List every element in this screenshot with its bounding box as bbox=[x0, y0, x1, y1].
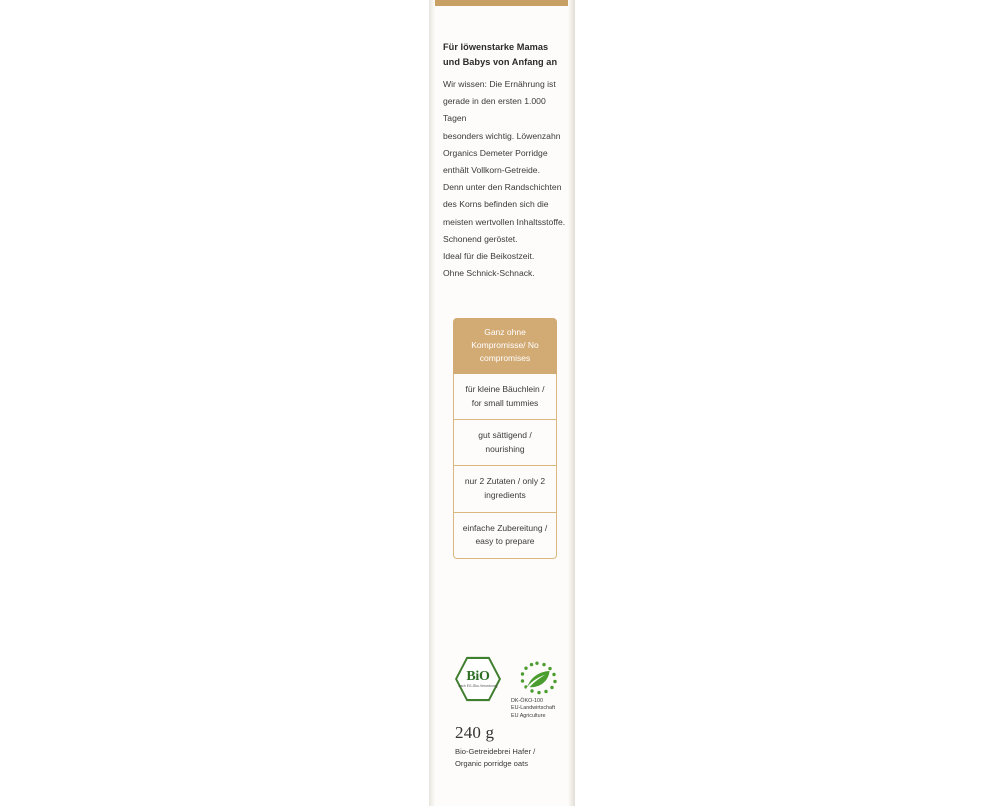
eu-organic-text bbox=[511, 698, 581, 720]
eu-organic-line3: EU Agriculture bbox=[511, 712, 546, 719]
body-line: Schonend geröstet. bbox=[443, 233, 518, 244]
body-line: Wir wissen: Die Ernährung ist bbox=[443, 79, 556, 89]
eu-organic-code: DK-ÖKO-100 bbox=[511, 698, 544, 704]
eu-organic-line2: EU-Landwirtschaft bbox=[511, 705, 556, 712]
certification-logos bbox=[455, 656, 575, 726]
claims-list bbox=[453, 318, 557, 559]
claims-header: Ganz ohne Kompromisse/ No compromises bbox=[453, 318, 557, 374]
product-descriptor bbox=[455, 746, 573, 769]
bio-seal-icon bbox=[455, 656, 501, 702]
body-line: Ideal für die Beikostzeit. bbox=[443, 251, 535, 262]
descriptor-en: Organic porridge oats bbox=[455, 758, 529, 768]
bio-seal-sublabel: nach EG-Öko-Verordnung bbox=[458, 684, 498, 688]
body-line: gerade in den ersten 1.000 Tagen bbox=[443, 96, 546, 124]
body-line: des Korns befinden sich die bbox=[443, 199, 549, 210]
claim-item: für kleine Bäuchlein / for small tummies bbox=[453, 374, 557, 420]
eu-organic-leaf-icon bbox=[511, 660, 565, 696]
package-left-edge bbox=[429, 0, 435, 806]
claim-item: gut sättigend / nourishing bbox=[453, 420, 557, 466]
package-side-panel bbox=[443, 0, 566, 806]
net-weight: 240 g bbox=[455, 723, 495, 742]
body-line: besonders wichtig. Löwenzahn bbox=[443, 130, 561, 141]
headline-text: Für löwenstarke Mamas und Babys von Anfang an bbox=[443, 42, 558, 67]
claim-item: einfache Zubereitung / easy to prepare bbox=[453, 513, 557, 559]
bio-seal-label: BiO bbox=[466, 669, 490, 684]
body-line: enthält Vollkorn-Getreide. bbox=[443, 165, 540, 176]
body-line: Ohne Schnick-Schnack. bbox=[443, 268, 535, 279]
body-line: Organics Demeter Porridge bbox=[443, 147, 548, 158]
body-line: Denn unter den Randschichten bbox=[443, 182, 562, 193]
claim-item: nur 2 Zutaten / only 2 ingredients bbox=[453, 466, 557, 512]
body-line: meisten wertvollen Inhaltsstoffe. bbox=[443, 216, 566, 227]
body-copy bbox=[443, 76, 569, 282]
descriptor-de: Bio-Getreidebrei Hafer / bbox=[455, 747, 536, 756]
product-package bbox=[429, 0, 575, 806]
